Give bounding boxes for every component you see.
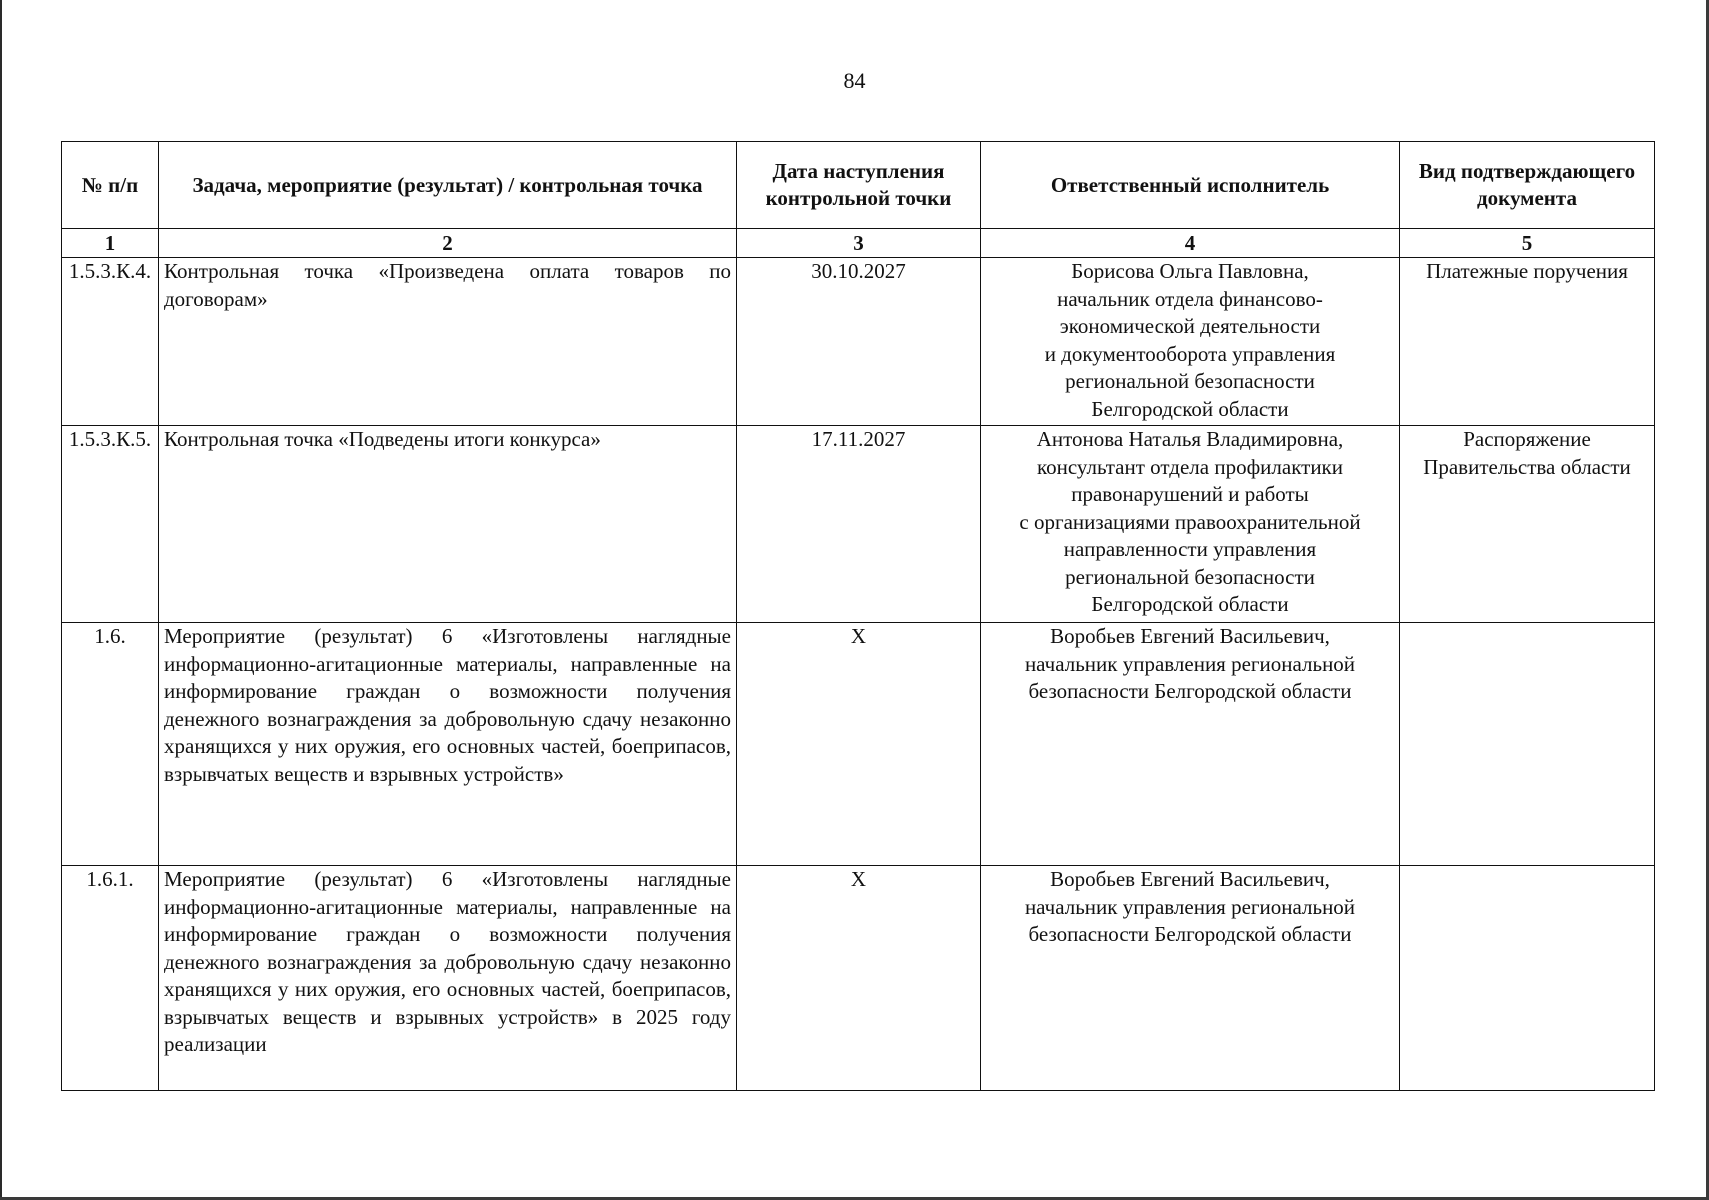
row-responsible (981, 866, 1400, 1091)
header-document: Вид подтверждающего документа (1400, 142, 1655, 229)
column-number-row (62, 229, 1655, 258)
table-row (62, 866, 1655, 1091)
row-responsible (981, 258, 1400, 426)
row-task: Мероприятие (результат) 6 «Изготовлены наглядные информационно-агитационные материалы, направленные на информирование граждан о возможности получения денежного вознаграждения за добровольную сдачу незаконно хранящихся у них оружия, его основных частей, боеприпасов, взрывчатых веществ и взрывных устройств» (159, 623, 737, 866)
table-header-row (62, 142, 1655, 229)
responsible-line: безопасности Белгородской области (1028, 679, 1352, 703)
responsible-line: безопасности Белгородской области (1028, 922, 1352, 946)
row-date: Х (737, 866, 981, 1091)
responsible-line: консультант отдела профилактики (1036, 454, 1344, 479)
table-row (62, 623, 1655, 866)
header-num: № п/п (62, 142, 159, 229)
row-task: Мероприятие (результат) 6 «Изготовлены наглядные информационно-агитационные материалы, направленные на информирование граждан о возможности получения денежного вознаграждения за добровольную сдачу незаконно хранящихся у них оружия, его основных частей, боеприпасов, взрывчатых веществ и взрывных устройств» в 2025 году реализации (159, 866, 737, 1091)
column-number: 4 (981, 229, 1400, 258)
row-number: 1.5.3.К.4. (62, 258, 159, 426)
row-date: 17.11.2027 (737, 426, 981, 623)
responsible-line: с организациями правоохранительной (1019, 509, 1361, 534)
column-number: 3 (737, 229, 981, 258)
responsible-line: направленности управления (1063, 537, 1317, 561)
header-responsible: Ответственный исполнитель (981, 142, 1400, 229)
row-date: Х (737, 623, 981, 866)
column-number: 5 (1400, 229, 1655, 258)
responsible-line: начальник управления региональной (1024, 651, 1356, 676)
responsible-line: Борисова Ольга Павловна, (1071, 259, 1309, 283)
responsible-line: Воробьев Евгений Васильевич, (1050, 867, 1330, 891)
responsible-line: Белгородской области (1091, 396, 1289, 421)
row-date: 30.10.2027 (737, 258, 981, 426)
responsible-line: правонарушений и работы (1071, 482, 1309, 506)
responsible-line: и документооборота управления (1044, 341, 1336, 366)
responsible-line: региональной безопасности (1065, 369, 1315, 393)
header-task: Задача, мероприятие (результат) / контрольная точка (159, 142, 737, 229)
responsible-line: Белгородской области (1091, 592, 1289, 616)
responsible-line: экономической деятельности (1059, 314, 1321, 338)
column-number: 2 (159, 229, 737, 258)
row-number: 1.5.3.К.5. (62, 426, 159, 623)
row-document: Платежные поручения (1400, 258, 1655, 426)
row-responsible (981, 623, 1400, 866)
row-document: Распоряжение Правительства области (1400, 426, 1655, 623)
row-responsible (981, 426, 1400, 623)
responsible-line: начальник отдела финансово- (1057, 286, 1323, 311)
responsible-line: региональной безопасности (1065, 564, 1315, 589)
table-row (62, 258, 1655, 426)
row-task: Контрольная точка «Произведена оплата товаров по договорам» (159, 258, 737, 426)
row-document (1400, 623, 1655, 866)
row-task: Контрольная точка «Подведены итоги конкурса» (159, 426, 737, 623)
row-document (1400, 866, 1655, 1091)
page-number: 84 (843, 68, 866, 93)
row-number: 1.6.1. (62, 866, 159, 1091)
responsible-line: Воробьев Евгений Васильевич, (1050, 624, 1330, 648)
row-number: 1.6. (62, 623, 159, 866)
column-number: 1 (62, 229, 159, 258)
control-points-table (61, 141, 1655, 1091)
scan-edge-left (0, 0, 2, 1200)
header-date: Дата наступления контрольной точки (737, 142, 981, 229)
table-row (62, 426, 1655, 623)
responsible-line: начальник управления региональной (1024, 894, 1356, 919)
responsible-line: Антонова Наталья Владимировна, (1036, 427, 1344, 451)
